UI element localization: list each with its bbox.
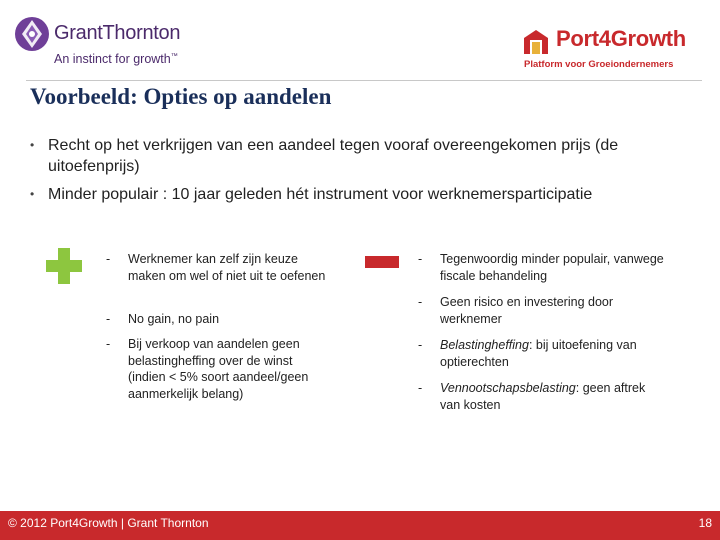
grant-thornton-mark-icon — [14, 16, 50, 52]
item-emphasis: Vennootschapsbelasting — [440, 381, 576, 395]
cons-list-item — [418, 294, 668, 328]
item-emphasis: Belastingheffing — [440, 338, 529, 352]
item-marker: - — [418, 252, 423, 266]
item-text — [440, 380, 665, 413]
item-marker: - — [106, 252, 111, 266]
item-marker: - — [106, 312, 111, 326]
bullet-item — [30, 135, 690, 179]
pros-list-item — [106, 251, 336, 303]
cons-list-item — [418, 337, 668, 371]
item-text: Tegenwoordig minder populair, vanwege fiscale behandeling — [440, 252, 664, 283]
item-text — [440, 337, 665, 370]
bullet-text: Recht op het verkrijgen van een aandeel tegen vooraf overeengekomen prijs (de uitoefenprijs) — [48, 137, 619, 175]
item-marker: - — [106, 337, 111, 351]
grant-thornton-name: GrantThornton — [54, 22, 181, 44]
grant-thornton-logo — [14, 14, 204, 74]
plus-icon — [46, 248, 82, 284]
bullet-marker: • — [30, 187, 35, 201]
slide-title: Voorbeeld: Opties op aandelen — [30, 84, 332, 109]
item-text: No gain, no pain — [128, 312, 220, 326]
cons-list-item — [418, 380, 668, 414]
item-text: Bij verkoop van aandelen geen belastingheffing over de winst (indien < 5% soort aandeel/geen aanmerkelijk belang) — [128, 337, 309, 401]
item-marker: - — [418, 381, 423, 395]
port4growth-logo — [522, 28, 712, 76]
pros-list-item — [106, 336, 336, 422]
bullet-marker: • — [30, 138, 35, 152]
item-text-rest: : bij uitoefening van optierechten — [440, 338, 637, 369]
port4growth-name: Port4Growth — [556, 26, 686, 51]
port4growth-tagline: Platform voor Groeiondernemers — [524, 59, 674, 70]
pros-list-item — [106, 311, 336, 329]
title-divider — [26, 80, 702, 81]
grant-thornton-tagline: An instinct for growth™ — [54, 52, 178, 66]
item-text: Werknemer kan zelf zijn keuze maken om wel of niet uit te oefenen — [128, 252, 326, 283]
item-text: Geen risico en investering door werknemer — [440, 295, 614, 326]
item-marker: - — [418, 295, 423, 309]
cons-list-item — [418, 251, 668, 285]
page-number: 18 — [698, 516, 712, 530]
bullet-item — [30, 184, 690, 228]
item-marker: - — [418, 338, 423, 352]
footer-copyright: © 2012 Port4Growth | Grant Thornton — [8, 516, 209, 530]
item-text-rest: : geen aftrek van kosten — [440, 381, 646, 412]
minus-icon — [365, 256, 399, 268]
bullet-text: Minder populair : 10 jaar geleden hét instrument voor werknemersparticipatie — [48, 186, 593, 203]
